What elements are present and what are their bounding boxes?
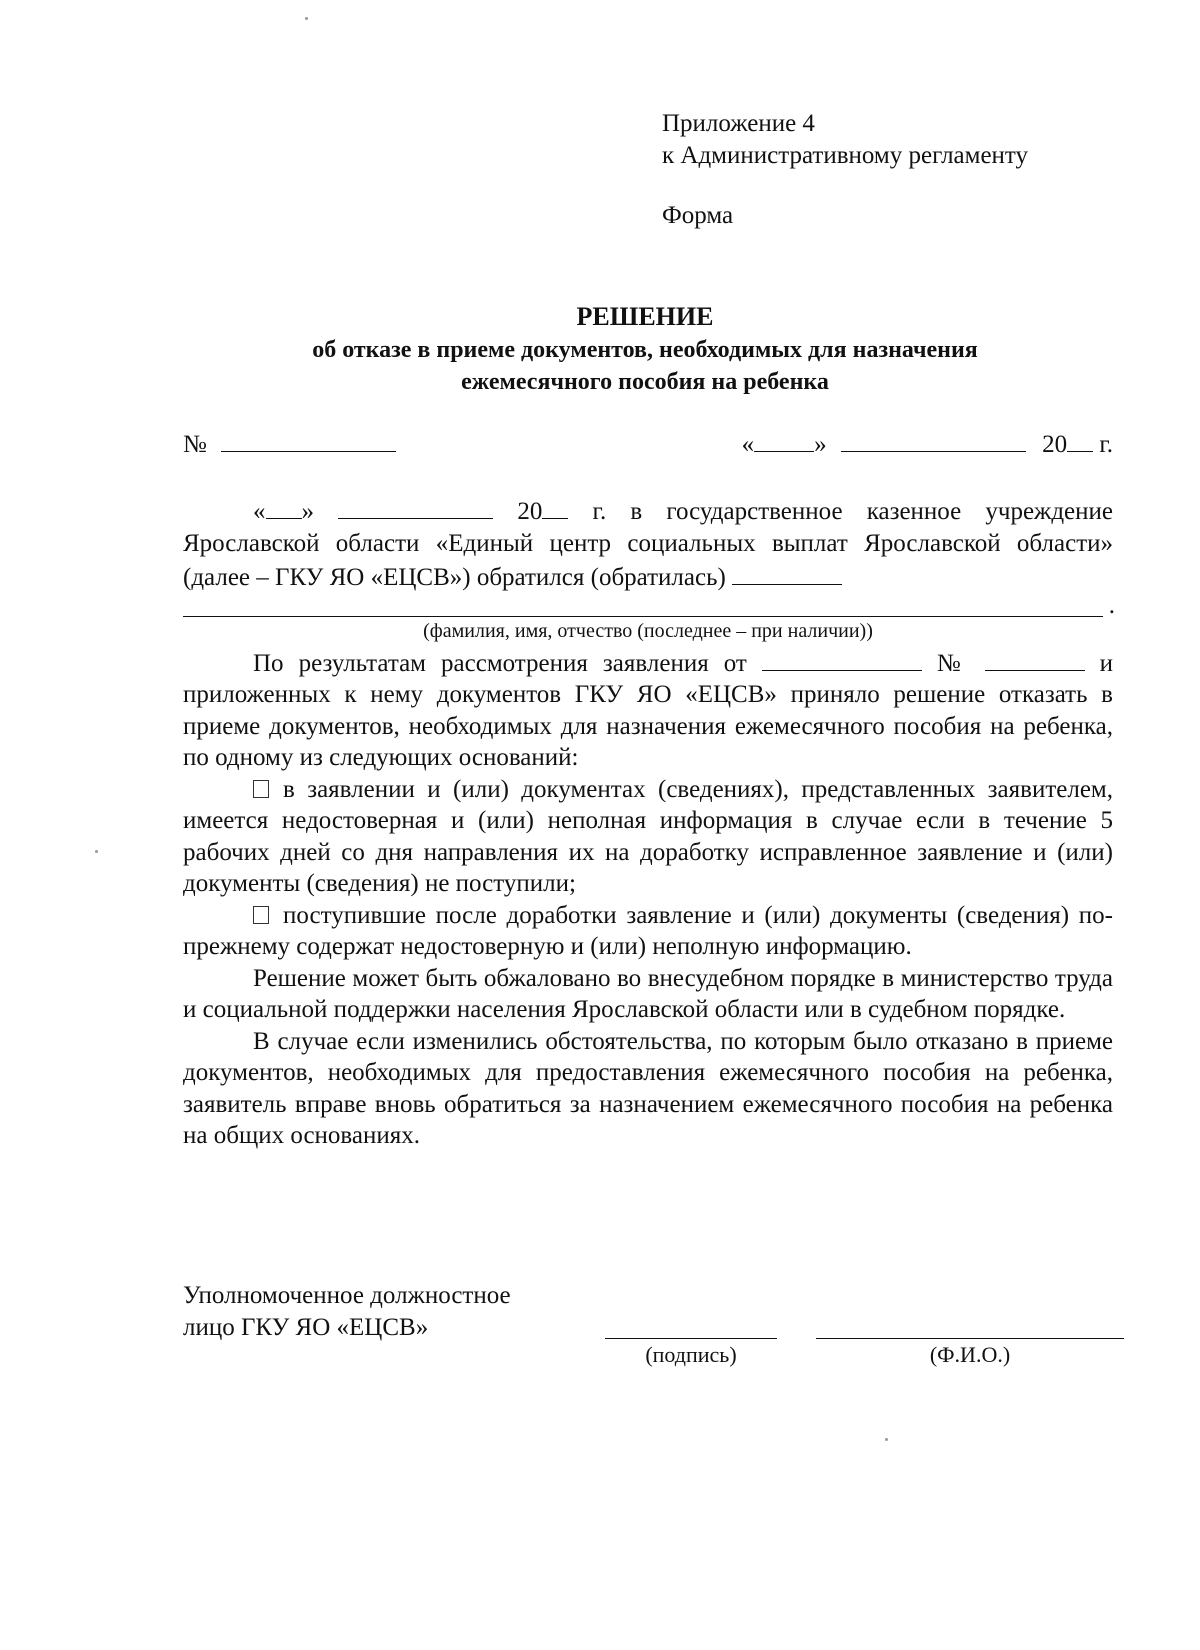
application-number-sign: №: [936, 649, 970, 677]
applicant-name-caption: (фамилия, имя, отчество (последнее – при наличии)): [423, 619, 873, 642]
appeal-text: г. в государственное казенное учреждение Ярославской области «Единый центр социальных выплат Ярославской области» (далее – ГКУ ЯО «ЕЦСВ») обратился (обратилась): [183, 498, 1113, 591]
option-1: [183, 774, 1113, 900]
document-title: [100, 300, 1190, 398]
applicant-name-field-start[interactable]: [732, 559, 842, 585]
paragraph-decision: [183, 645, 1113, 774]
option-1-checkbox[interactable]: [253, 780, 269, 798]
scan-speck: [95, 850, 98, 853]
date-quote-open: «: [741, 431, 755, 458]
number-date-line: [183, 426, 1113, 461]
form-label: Форма: [662, 202, 734, 229]
title-subtitle-2: ежемесячного пособия на ребенка: [461, 369, 829, 395]
option-2: [183, 900, 1113, 963]
official-name-label: (Ф.И.О.): [929, 1342, 1011, 1367]
paragraph-appeal-rights: Решение может быть обжаловано во внесудебном порядке в министерство труда и социальной поддержки населения Ярославской области или в судебном порядке.: [183, 964, 1113, 1023]
paragraph-appeal: [183, 493, 1113, 594]
application-date-field[interactable]: [762, 645, 922, 671]
date-day-field[interactable]: [754, 426, 814, 452]
date-quote-close: »: [814, 431, 827, 458]
application-number-field[interactable]: [985, 645, 1085, 671]
scan-speck: [885, 1438, 888, 1441]
decision-number-field[interactable]: [221, 426, 396, 452]
appendix-header: [662, 108, 1028, 232]
title-main: РЕШЕНИЕ: [576, 302, 714, 331]
title-subtitle-1: об отказе в приеме документов, необходимых для назначения: [312, 337, 978, 363]
option-2-text: поступившие после доработки заявление и (или) документы (сведения) по-прежнему содержат недостоверную и (или) неполную информацию.: [183, 901, 1113, 960]
scan-speck: [305, 17, 308, 20]
official-title-line-1: Уполномоченное должностное: [183, 1282, 511, 1309]
date-month-field[interactable]: [841, 426, 1026, 452]
option-2-checkbox[interactable]: [253, 906, 269, 924]
option-1-text: в заявлении и (или) документах (сведениях), представленных заявителем, имеется недостоверная и (или) неполная информация в случае если в течение 5 рабочих дней со дня направления их на доработку исправленное заявление и (или) документы (сведения) не поступили;: [183, 775, 1113, 897]
appeal-year-field[interactable]: [542, 493, 568, 519]
decision-text-start: По результатам рассмотрения заявления от: [253, 649, 747, 677]
number-sign: №: [183, 431, 207, 458]
signature-field[interactable]: [605, 1338, 777, 1369]
appeal-year-prefix: 20: [517, 498, 543, 525]
official-title-line-2: лицо ГКУ ЯО «ЕЦСВ»: [183, 1314, 429, 1341]
appeal-month-field[interactable]: [338, 493, 493, 519]
decision-date: [742, 426, 1113, 461]
appendix-number: Приложение 4: [662, 110, 815, 137]
signature-label: (подпись): [645, 1342, 737, 1367]
official-block: [183, 1280, 511, 1344]
applicant-name-field[interactable]: .: [183, 594, 1103, 617]
appeal-day-field[interactable]: [266, 493, 302, 519]
date-year-prefix: 20: [1042, 431, 1068, 458]
date-year-field[interactable]: [1067, 426, 1093, 452]
date-year-suffix: г.: [1099, 431, 1113, 458]
document-body: [183, 493, 1113, 1152]
official-name-field[interactable]: [816, 1338, 1124, 1369]
appendix-reference: к Административному регламенту: [662, 142, 1029, 169]
paragraph-reapply: В случае если изменились обстоятельства, по которым было отказано в приеме документов, необходимых для предоставления ежемесячного пособия на ребенка, заявитель вправе вновь обратиться за назначением ежемесячного пособия на ребенка на общих основаниях.: [183, 1027, 1113, 1149]
appeal-quote-open: «: [253, 498, 266, 525]
decision-text-rest: и приложенных к нему документов ГКУ ЯО «ЕЦСВ» приняло решение отказать в приеме документов, необходимых для назначения ежемесячного пособия на ребенка, по одному из следующих оснований:: [183, 649, 1114, 771]
appeal-quote-close: »: [301, 498, 314, 525]
